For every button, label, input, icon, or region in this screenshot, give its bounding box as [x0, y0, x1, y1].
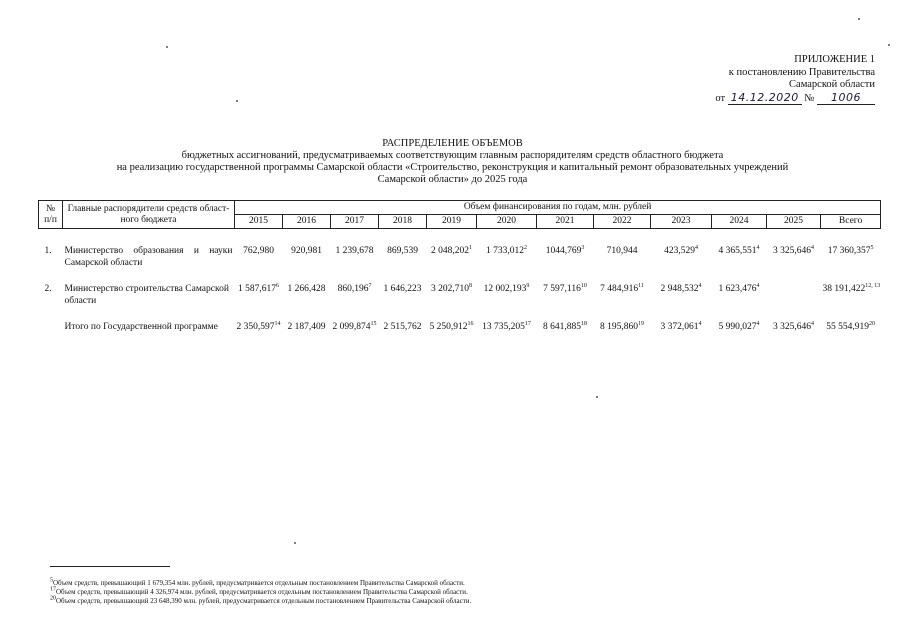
- row-recipient: Министерство образования и науки Самарской области: [64, 246, 233, 268]
- document-heading: РАСПРЕДЕЛЕНИЕ ОБЪЕМОВ: [382, 138, 523, 149]
- budget-table: [38, 200, 881, 333]
- amount-cell: 3 372,061$^4$: [660, 320, 702, 332]
- date-prefix: от: [715, 92, 726, 104]
- appendix-line-2: Самарской области: [789, 79, 875, 90]
- header-financing-group: Объем финансирования по годам, млн. рублей: [235, 201, 881, 215]
- header-year: 2016: [283, 215, 331, 229]
- header-year: 2023: [651, 215, 712, 229]
- scan-speck: [888, 44, 890, 46]
- title-line-1: бюджетных ассигнований, предусматриваемых соответствующим главным распорядителям средств областного бюджета: [181, 150, 724, 161]
- scan-speck: [858, 18, 860, 20]
- footnote: $^{17}$Объем средств, превышающий 4 326,974 млн. рублей, предусматривается отдельным постановлением Правительства Самарской области.: [50, 586, 468, 596]
- amount-cell: 423,529$^4$: [664, 244, 698, 256]
- header-year: 2025: [767, 215, 821, 229]
- amount-cell: 2 187,409: [287, 322, 326, 332]
- amount-cell: 3 325,646$^4$: [773, 244, 814, 256]
- amount-cell: 8 195,860$^{19}$: [600, 320, 644, 332]
- amount-cell: 2 948,532$^4$: [660, 282, 702, 294]
- header-year: 2015: [235, 215, 283, 229]
- header-year: 2021: [537, 215, 594, 229]
- amount-cell: 1044,769$^3$: [545, 244, 585, 256]
- header-year: 2018: [379, 215, 427, 229]
- header-year: 2024: [712, 215, 767, 229]
- amount-cell: 13 735,205$^{17}$: [482, 320, 531, 332]
- header-recipient: Главные распорядители средств област- ного бюджета: [63, 201, 235, 229]
- amount-cell: 4 365,551$^4$: [718, 244, 760, 256]
- scan-speck: [596, 396, 598, 398]
- number-value: 1006: [817, 92, 875, 106]
- amount-cell: 7 597,116$^{10}$: [543, 282, 587, 294]
- appendix-date-line: [715, 92, 875, 106]
- date-value: 14.12.2020: [728, 92, 802, 106]
- amount-cell: 762,980: [243, 246, 274, 256]
- header-total: Всего: [821, 215, 881, 229]
- amount-cell: 920,981: [291, 246, 322, 256]
- total-cell: 55 554,919$^{20}$: [826, 320, 875, 332]
- amount-cell: 869,539: [387, 246, 418, 256]
- header-year: 2020: [477, 215, 537, 229]
- row-number: 1.: [44, 246, 52, 256]
- row-number: 2.: [44, 284, 52, 294]
- number-prefix: №: [804, 92, 815, 104]
- total-cell: 38 191,422$^{12, 13}$: [822, 282, 881, 294]
- amount-cell: 1 239,678: [335, 246, 374, 256]
- table-row: [39, 245, 881, 269]
- amount-cell: 1 587,617$^6$: [238, 282, 279, 294]
- amount-cell: 2 099,874$^{15}$: [332, 320, 377, 332]
- amount-cell: 1 266,428: [287, 284, 326, 294]
- title-line-2: на реализацию государственной программы Самарской области «Строительство, реконструкция и капитальный ремонт образовательных учреждений: [116, 162, 789, 173]
- amount-cell: 8 641,885$^{18}$: [543, 320, 587, 332]
- footnote: $^{20}$Объем средств, превышающий 23 648,390 млн. рублей, предусматривается отдельным постановлением Правительства Самарской области.: [50, 595, 472, 605]
- amount-cell: 1 623,476$^4$: [718, 282, 760, 294]
- header-year: 2019: [427, 215, 477, 229]
- amount-cell: 1 646,223: [383, 284, 422, 294]
- amount-cell: 2 350,597$^{14}$: [236, 320, 281, 332]
- total-cell: 17 360,357$^5$: [827, 244, 874, 256]
- header-year: 2022: [594, 215, 651, 229]
- appendix-title: ПРИЛОЖЕНИЕ 1: [794, 54, 875, 65]
- amount-cell: 5 990,027$^4$: [718, 320, 760, 332]
- amount-cell: [767, 283, 821, 307]
- amount-cell: 3 325,646$^4$: [773, 320, 814, 332]
- appendix-block: [715, 54, 875, 105]
- amount-cell: 7 484,916$^{11}$: [600, 282, 644, 294]
- table-row: [39, 283, 881, 307]
- scan-speck: [236, 100, 238, 102]
- footnotes: [50, 566, 650, 606]
- amount-cell: 3 202,710$^8$: [431, 282, 472, 294]
- amount-cell: 2 515,762: [383, 322, 422, 332]
- amount-cell: 5 250,912$^{16}$: [429, 320, 474, 332]
- title-block: [0, 138, 905, 186]
- scan-speck: [294, 542, 296, 544]
- amount-cell: 12 002,193$^9$: [483, 282, 530, 294]
- row-recipient: Министерство строительства Самарской области: [64, 284, 229, 306]
- scan-speck: [166, 46, 168, 48]
- header-year: 2017: [331, 215, 379, 229]
- amount-cell: 1 733,012$^2$: [486, 244, 527, 256]
- amount-cell: 710,944: [606, 246, 638, 256]
- footnote: $^5$Объем средств, превышающий 1 679,354 млн. рублей, предусматривается отдельным постановлением Правительства Самарской области.: [50, 577, 465, 587]
- footnote-divider: [50, 566, 170, 567]
- table-total-row: [39, 321, 881, 333]
- header-number: № п/п: [39, 201, 63, 229]
- total-label: Итого по Государственной программе: [64, 322, 218, 332]
- title-line-3: Самарской области» до 2025 года: [377, 174, 528, 185]
- amount-cell: 2 048,202$^1$: [431, 244, 472, 256]
- amount-cell: 860,196$^7$: [337, 282, 372, 294]
- appendix-line-1: к постановлению Правительства: [728, 66, 875, 78]
